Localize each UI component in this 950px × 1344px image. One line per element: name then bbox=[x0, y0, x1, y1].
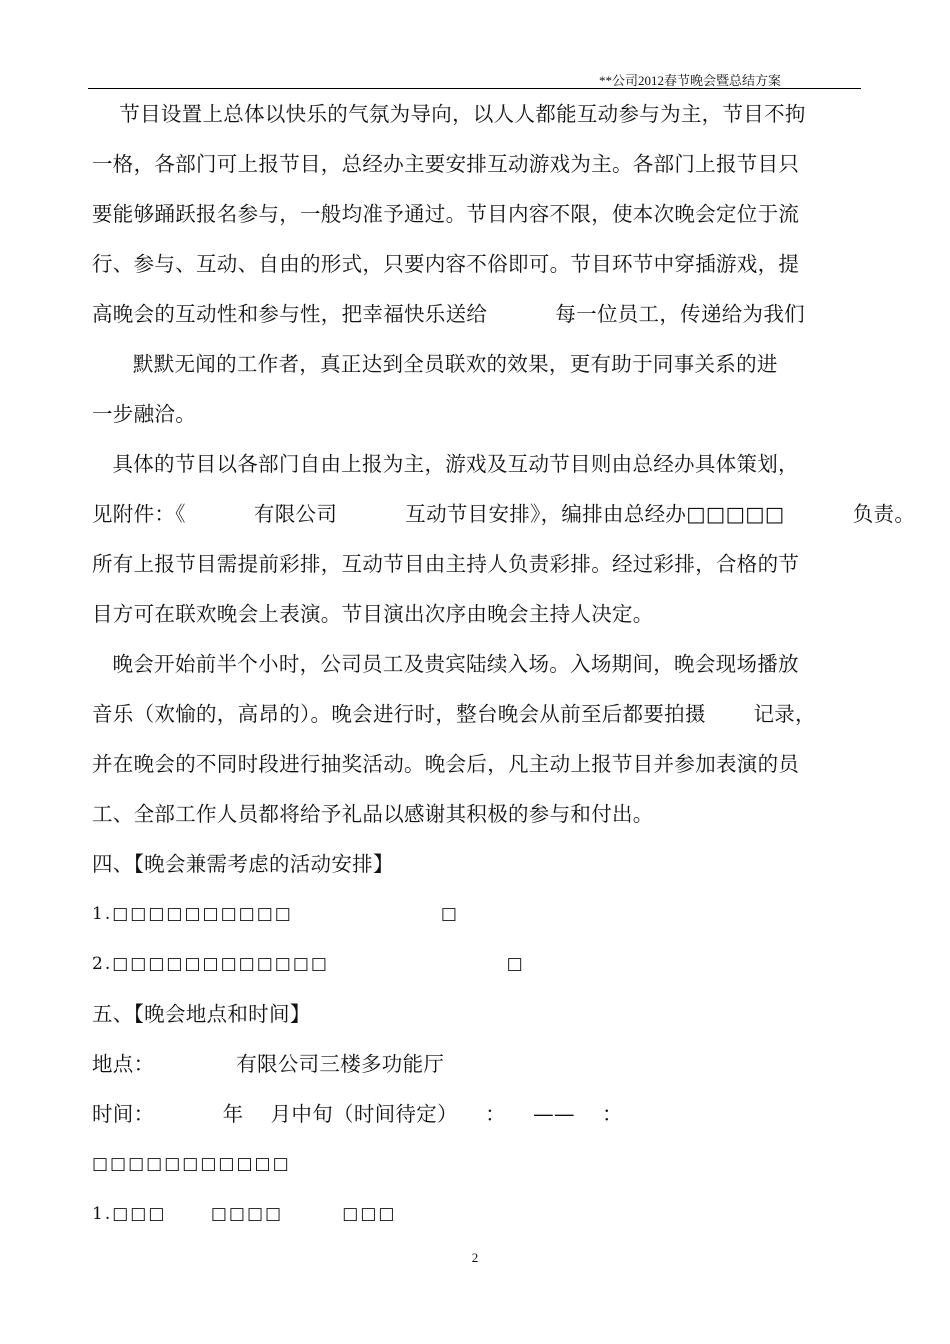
body-line: 高晚会的互动性和参与性，把幸福快乐送给 每一位员工，传递给为我们 bbox=[92, 302, 805, 326]
list-item: 1.□□□□□□□□□□ □ bbox=[92, 904, 459, 924]
header-title: **公司2012春节晚会暨总结方案 bbox=[598, 73, 781, 88]
body-line: 目方可在联欢晚会上表演。节目演出次序由晚会主持人决定。 bbox=[92, 602, 654, 626]
list-item: 2.□□□□□□□□□□□□ □ bbox=[92, 954, 525, 974]
body-line: 工、全部工作人员都将给予礼品以感谢其积极的参与和付出。 bbox=[92, 802, 654, 826]
body-line: 一步融洽。 bbox=[92, 402, 196, 426]
body-line: 一格，各部门可上报节目，总经办主要安排互动游戏为主。各部门上报节目只 bbox=[92, 152, 800, 176]
body-line: 默默无闻的工作者，真正达到全员联欢的效果，更有助于同事关系的进 bbox=[92, 352, 778, 376]
list-item: 1.□□□ □□□□ □□□ bbox=[92, 1204, 397, 1224]
body-line: 音乐（欢愉的，高昂的）。晚会进行时，整台晚会从前至后都要拍摄 记录， bbox=[92, 702, 816, 726]
body-line: 所有上报节目需提前彩排，互动节目由主持人负责彩排。经过彩排，合格的节 bbox=[92, 552, 800, 576]
body-line: 晚会开始前半个小时，公司员工及贵宾陆续入场。入场期间，晚会现场播放 bbox=[92, 652, 799, 676]
body-line: 见附件：《 有限公司 互动节目安排》，编排由总经办□□□□□ 负责。 bbox=[92, 502, 916, 526]
body-line: 节目设置上总体以快乐的气氛为导向，以人人都能互动参与为主，节目不拘 bbox=[92, 102, 806, 126]
time-line: 时间： 年 月中旬（时间待定） ： —— ： bbox=[92, 1102, 623, 1126]
page-header bbox=[88, 68, 861, 89]
location-line: 地点： 有限公司三楼多功能厅 bbox=[92, 1052, 445, 1076]
body-line: 并在晚会的不同时段进行抽奖活动。晚会后，凡主动上报节目并参加表演的员 bbox=[92, 752, 800, 776]
body-line: 具体的节目以各部门自由上报为主，游戏及互动节目则由总经办具体策划， bbox=[92, 452, 799, 476]
page-number: 2 bbox=[471, 1250, 479, 1265]
body-line: 要能够踊跃报名参与，一般均准予通过。节目内容不限，使本次晚会定位于流 bbox=[92, 202, 800, 226]
body-line: □□□□□□□□□□□ bbox=[92, 1154, 291, 1174]
section-heading: 五、【晚会地点和时间】 bbox=[92, 1002, 311, 1026]
section-heading: 四、【晚会兼需考虑的活动安排】 bbox=[92, 852, 394, 876]
body-line: 行、参与、互动、自由的形式，只要内容不俗即可。节目环节中穿插游戏，提 bbox=[92, 252, 800, 276]
